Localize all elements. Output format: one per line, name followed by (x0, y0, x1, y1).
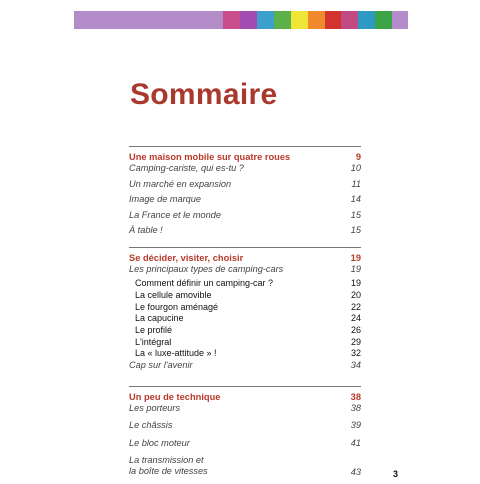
section-heading (129, 151, 361, 163)
entry-label: Comment définir un camping-car ? (135, 278, 274, 289)
entry-page: 34 (350, 360, 361, 371)
color-strip-segment (392, 11, 408, 29)
entry-label: La « luxe-attitude » ! (135, 348, 217, 359)
entry-label: Un marché en expansion (129, 178, 232, 189)
entry-label: Les porteurs (129, 403, 181, 413)
toc-entry (129, 210, 361, 222)
toc-entry (129, 455, 361, 478)
page-title: Sommaire (130, 78, 278, 111)
entry-label: La France et le monde (129, 209, 221, 220)
entry-page: 14 (350, 194, 361, 205)
toc-section (129, 247, 361, 375)
entry-page: 10 (350, 163, 361, 173)
toc-entry (129, 420, 361, 431)
entry-page: 15 (350, 225, 361, 236)
toc-entry (129, 360, 361, 371)
entry-page: 41 (350, 437, 361, 448)
color-strip-segment (291, 11, 308, 29)
entry-page: 43 (350, 466, 361, 477)
color-strip-segment (358, 11, 375, 29)
color-strip-segment (223, 11, 240, 29)
color-strip-segment (375, 11, 392, 29)
section-heading (129, 252, 361, 264)
entry-label: Le châssis (129, 420, 173, 431)
toc-entry (129, 337, 361, 348)
toc-entry (129, 438, 361, 449)
entry-label: La transmission et la boîte de vitesses (129, 454, 208, 476)
color-strip-segment (274, 11, 291, 29)
entry-page: 39 (350, 420, 361, 431)
entry-page: 29 (350, 336, 361, 347)
toc-entry (129, 278, 361, 289)
entry-page: 19 (350, 264, 361, 274)
toc-section (129, 386, 361, 484)
entry-page: 19 (350, 278, 361, 289)
entry-label: Se décider, visiter, choisir (129, 253, 244, 263)
color-strip (74, 11, 408, 29)
entry-label: Image de marque (129, 194, 202, 205)
entry-page: 38 (350, 403, 361, 413)
section-divider (129, 247, 361, 248)
color-strip-segment (240, 11, 257, 29)
entry-label: La capucine (135, 313, 184, 324)
entry-label: L'intégral (135, 336, 172, 347)
toc-entry (129, 313, 361, 324)
entry-page: 26 (350, 325, 361, 336)
entry-page: 38 (350, 392, 361, 402)
entry-page: 24 (350, 313, 361, 324)
entry-label: Le fourgon aménagé (135, 301, 219, 312)
entry-page: 32 (350, 348, 361, 359)
toc-entry (129, 403, 361, 414)
entry-page: 11 (351, 178, 361, 189)
color-strip-segment (308, 11, 325, 29)
entry-label: La cellule amovible (135, 289, 212, 300)
entry-page: 19 (350, 253, 361, 263)
entry-page: 22 (350, 301, 361, 312)
entry-label: Une maison mobile sur quatre roues (129, 152, 291, 162)
toc-entry (129, 194, 361, 206)
entry-label: À table ! (129, 225, 163, 236)
toc-entry (129, 163, 361, 175)
entry-label: Cap sur l'avenir (129, 360, 193, 371)
entry-page: 20 (350, 289, 361, 300)
toc-section (129, 146, 361, 241)
color-strip-segment (341, 11, 358, 29)
entry-label: Un peu de technique (129, 392, 221, 402)
color-strip-segment (325, 11, 342, 29)
entry-label: Le profilé (135, 325, 173, 336)
toc-entry (129, 325, 361, 336)
toc-entry (129, 290, 361, 301)
entry-page: 15 (350, 209, 361, 220)
entry-label: Les principaux types de camping-cars (129, 264, 284, 274)
entry-page: 9 (355, 152, 361, 162)
page-number: 3 (393, 469, 399, 479)
toc-entry (129, 179, 361, 191)
section-divider (129, 146, 361, 147)
entry-label: Camping-cariste, qui es-tu ? (129, 163, 244, 173)
section-divider (129, 386, 361, 387)
toc-entry (129, 264, 361, 275)
color-strip-segment (257, 11, 274, 29)
color-strip-segment (74, 11, 223, 29)
toc-entry (129, 348, 361, 359)
toc-entry (129, 302, 361, 313)
toc-entry (129, 225, 361, 237)
section-heading (129, 391, 361, 403)
entry-label: Le bloc moteur (129, 437, 190, 448)
